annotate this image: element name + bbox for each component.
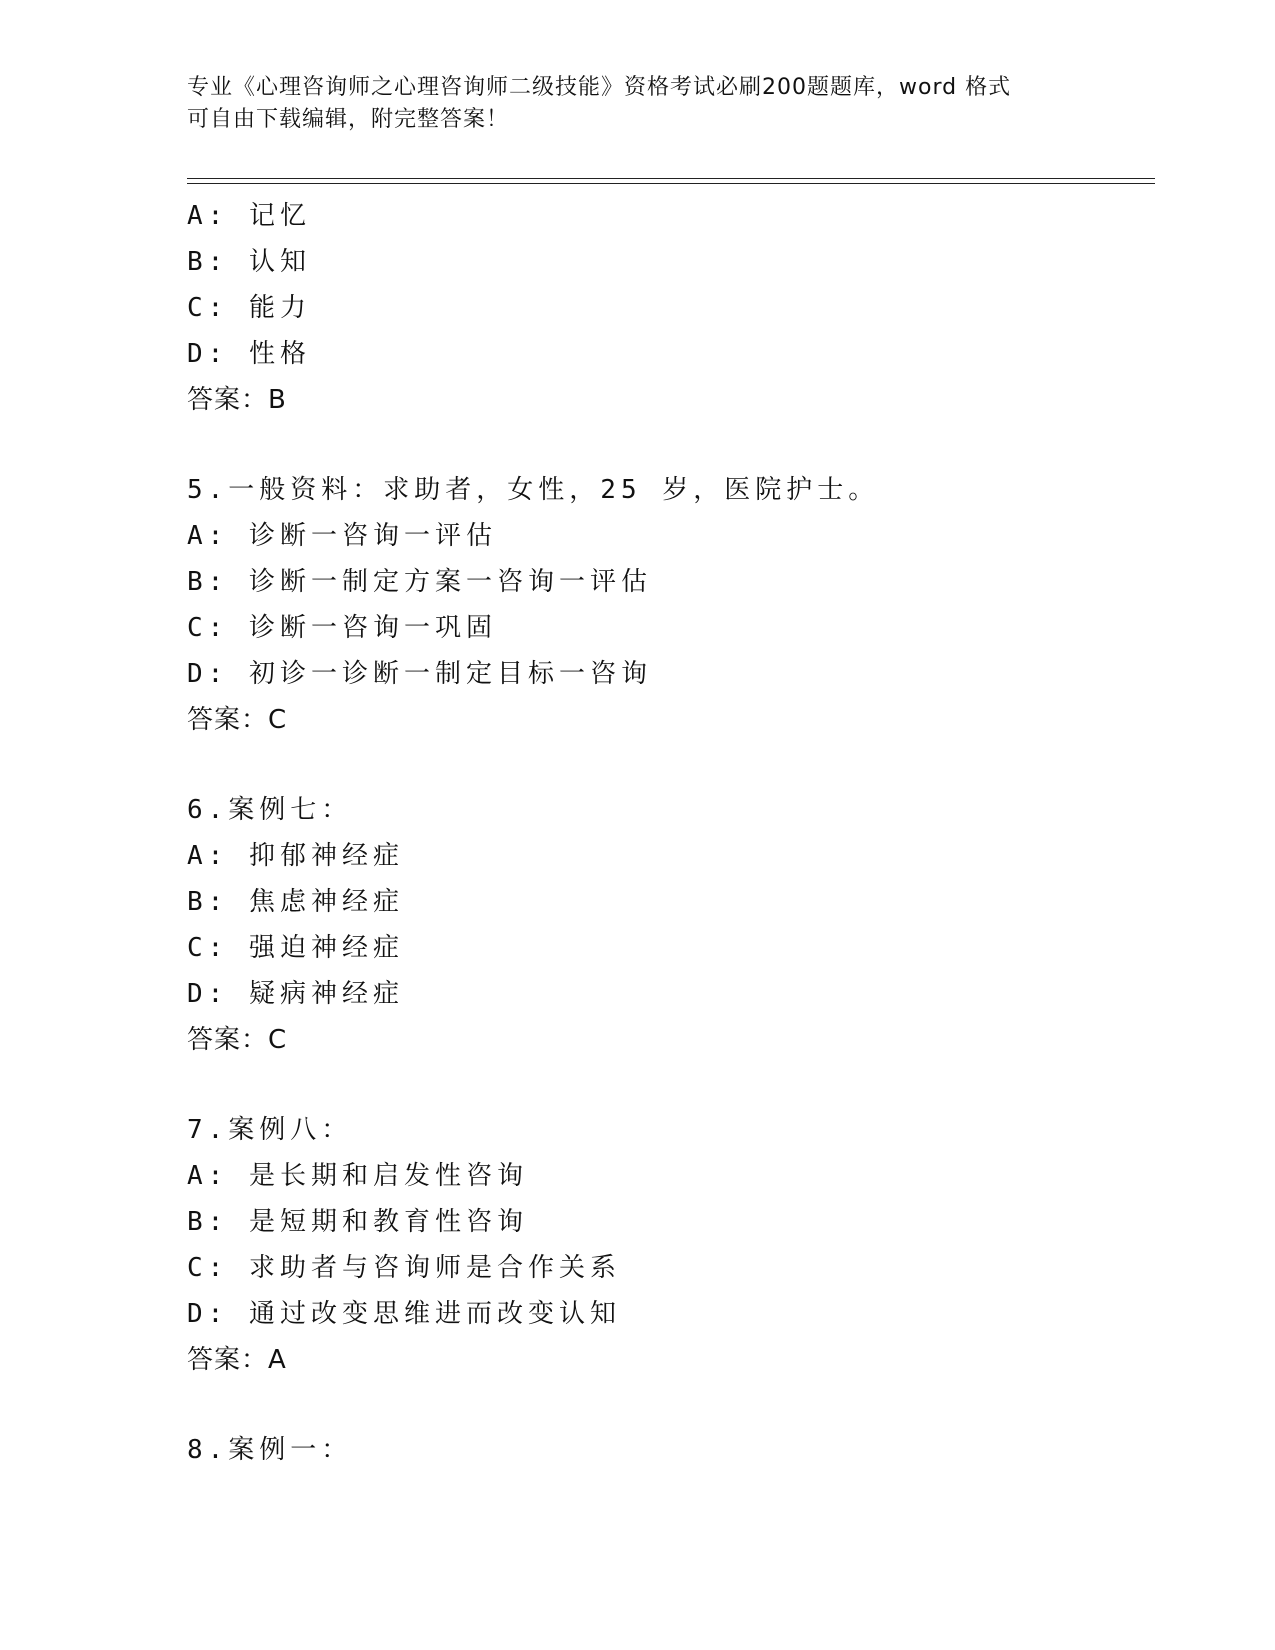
option-c: C: 诊断一咨询一巩固 xyxy=(187,613,497,643)
document-header xyxy=(187,72,1087,136)
answer-line: 答案：C xyxy=(187,1025,288,1055)
option-b: B: 焦虑神经症 xyxy=(187,887,404,917)
option-c: C: 强迫神经症 xyxy=(187,933,404,963)
header-line-1: 专业《心理咨询师之心理咨询师二级技能》资格考试必刷200题题库，word 格式 xyxy=(187,75,1012,100)
question-block-8 xyxy=(187,1427,1155,1473)
answer-line: 答案：A xyxy=(187,1345,287,1375)
option-c: C: 求助者与咨询师是合作关系 xyxy=(187,1253,621,1283)
option-b: B: 认知 xyxy=(187,247,311,277)
option-d: D: 通过改变思维进而改变认知 xyxy=(187,1299,621,1329)
header-line-2: 可自由下载编辑，附完整答案！ xyxy=(187,107,510,132)
option-b: B: 诊断一制定方案一咨询一评估 xyxy=(187,567,652,597)
option-d: D: 性格 xyxy=(187,339,311,369)
question-stem: 5.一般资料：求助者，女性，25 岁，医院护士。 xyxy=(187,475,880,505)
question-block-5 xyxy=(187,467,1155,743)
option-d: D: 疑病神经症 xyxy=(187,979,404,1009)
question-stem: 7.案例八： xyxy=(187,1115,353,1145)
option-a: A: 抑郁神经症 xyxy=(187,841,404,871)
header-divider-top xyxy=(187,178,1155,179)
question-stem: 8.案例一： xyxy=(187,1435,353,1465)
question-block-6 xyxy=(187,787,1155,1063)
option-d: D: 初诊一诊断一制定目标一咨询 xyxy=(187,659,652,689)
question-list xyxy=(187,193,1155,1473)
option-a: A: 是长期和启发性咨询 xyxy=(187,1161,528,1191)
question-block-7 xyxy=(187,1107,1155,1383)
option-a: A: 记忆 xyxy=(187,201,311,231)
option-c: C: 能力 xyxy=(187,293,311,323)
header-divider-bottom xyxy=(187,183,1155,184)
question-block-4 xyxy=(187,193,1155,423)
question-stem: 6.案例七： xyxy=(187,795,353,825)
option-b: B: 是短期和教育性咨询 xyxy=(187,1207,528,1237)
answer-line: 答案：C xyxy=(187,705,288,735)
answer-line: 答案：B xyxy=(187,385,287,415)
option-a: A: 诊断一咨询一评估 xyxy=(187,521,497,551)
